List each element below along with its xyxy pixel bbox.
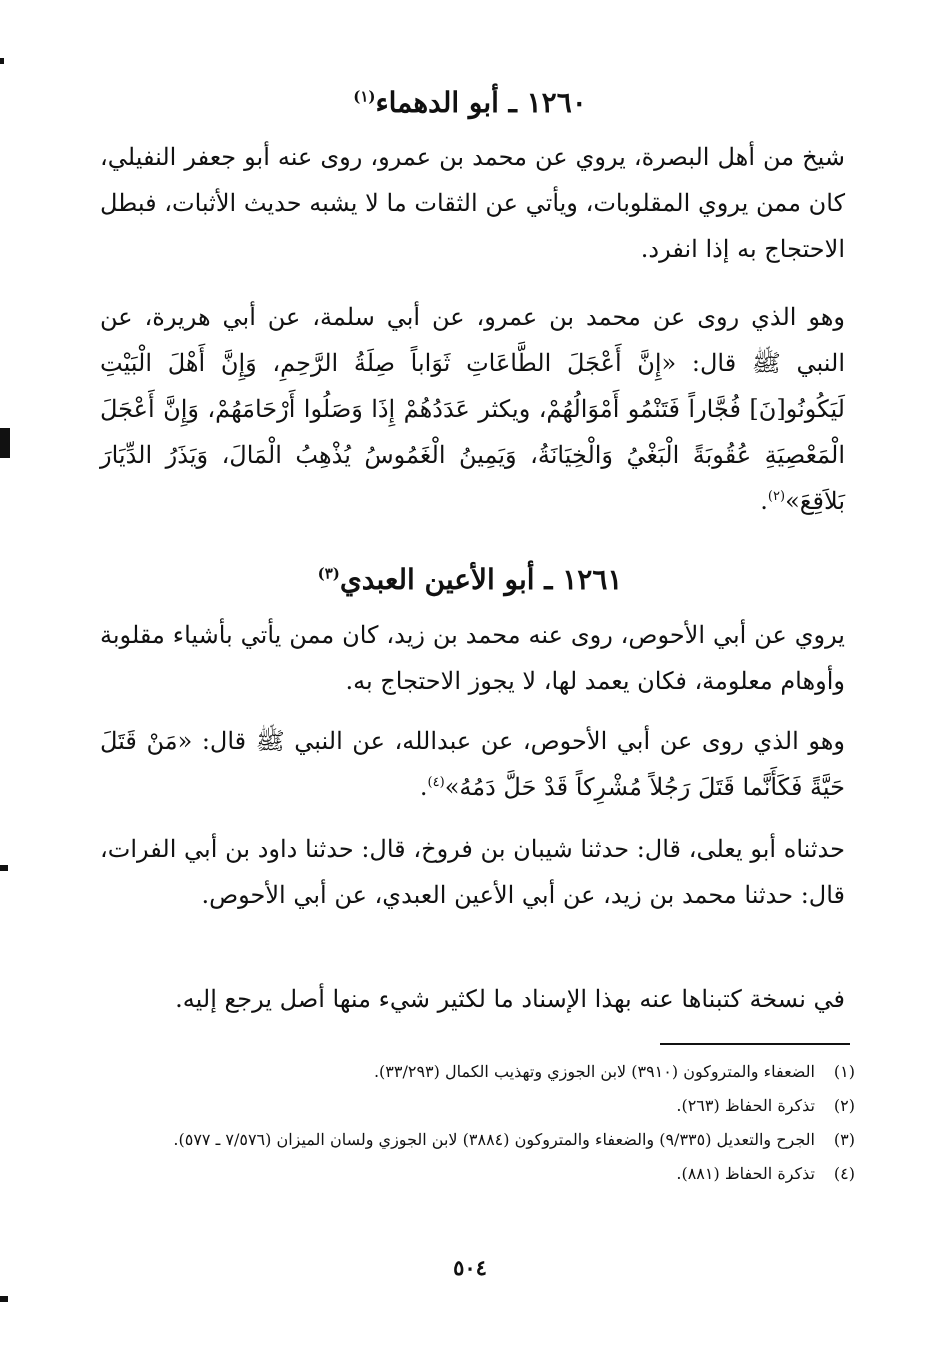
footnotes-list — [100, 1055, 855, 1191]
entry-title: ١٢٦١ ـ أبو الأعين العبدي — [339, 563, 623, 596]
entry-1261-description: يروي عن أبي الأحوص، روى عنه محمد بن زيد، كان ممن يأتي بأشياء مقلوبة وأوهام معلومة، فكان يعمد لها، لا يجوز الاحتجاج به. — [100, 621, 845, 695]
scan-edge-mark — [0, 58, 4, 64]
footnote-item — [100, 1157, 855, 1191]
page-number: ٥٠٤ — [453, 1255, 487, 1280]
entry-1261-note: في نسخة كتبناها عنه بهذا الإسناد ما لكثير شيء منها أصل يرجع إليه. — [175, 985, 845, 1013]
footnote-marker: (٤) — [427, 775, 445, 790]
footnote-separator — [660, 1043, 850, 1045]
sentence-end: . — [760, 487, 768, 515]
entry-1260-hadith — [100, 294, 845, 524]
scan-edge-mark — [0, 1296, 8, 1302]
footnote-number: (٤) — [833, 1164, 855, 1183]
footnote-item — [100, 1089, 855, 1123]
footnote-text: الضعفاء والمتروكون (٣٩١٠) لابن الجوزي وتهذيب الكمال (٣٣/٢٩٣). — [373, 1062, 815, 1081]
hadith-text: وهو الذي روى عن محمد بن عمرو، عن أبي سلمة، عن أبي هريرة، عن النبي ﷺ قال: «إِنَّ أَعْجَلَ الطَّاعَاتِ ثَوَاباً صِلَةُ الرَّحِمِ، وَإِنَّ أَهْلَ الْبَيْتِ لَيَكُونُو[نَ] فُجَّاراً فَتَنْمُو أَمْوَالُهُمْ، ويكثر عَدَدُهُمْ إِذَا وَصَلُوا أَرْحَامَهُمْ، وَإِنَّ أَعْجَلَ الْمَعْصِيَةِ عُقُوبَةً الْبَغْيُ وَالْخِيَانَةُ، وَيَمِينُ الْغَمُوسُ يُذْهِبُ الْمَالَ، وَيَذَرُ الدِّيَارَ بَلاَقِعَ» — [100, 303, 846, 515]
footnote-number: (٢) — [833, 1096, 855, 1115]
sentence-end: . — [419, 773, 428, 801]
entry-1261-hadith — [100, 718, 845, 810]
footnote-number: (٣) — [833, 1130, 855, 1149]
entry-1260-description: شيخ من أهل البصرة، يروي عن محمد بن عمرو، روى عنه أبو جعفر النفيلي، كان ممن يروي المقلوبات، ويأتي عن الثقات ما لا يشبه حديث الأثبات، فبطل الاحتجاج به إذا انفرد. — [100, 143, 845, 263]
footnote-number: (١) — [833, 1062, 855, 1081]
footnote-item — [100, 1055, 855, 1089]
scan-edge-mark — [0, 865, 8, 871]
footnote-item — [100, 1123, 855, 1157]
entry-heading-1261 — [100, 560, 840, 600]
footnote-text: الجرح والتعديل (٩/٣٣٥) والضعفاء والمتروكون (٣٨٨٤) لابن الجوزي ولسان الميزان (٧/٥٧٦ ـ ٥٧٧). — [173, 1130, 815, 1149]
footnote-text: تذكرة الحفاظ (٢٦٣). — [676, 1096, 815, 1115]
footnote-marker: (٣) — [317, 564, 340, 583]
footnote-marker: (٢) — [767, 489, 786, 504]
footnote-marker: (١) — [353, 87, 376, 106]
scan-edge-mark — [0, 428, 10, 458]
entry-1261-isnad: حدثناه أبو يعلى، قال: حدثنا شيبان بن فروخ، قال: حدثنا داود بن أبي الفرات، قال: حدثنا محمد بن زيد، عن أبي الأعين العبدي، عن أبي الأحوص. — [100, 835, 845, 909]
entry-title: ١٢٦٠ ـ أبو الدهماء — [375, 86, 587, 119]
hadith-text: وهو الذي روى عن أبي الأحوص، عن عبدالله، عن النبي ﷺ قال: «مَنْ قَتَلَ حَيَّةً فَكَأَنَّما قَتَلَ رَجُلاً مُشْرِكاً قَدْ حَلَّ دَمُهُ» — [100, 727, 845, 801]
entry-heading-1260 — [100, 83, 840, 123]
footnote-text: تذكرة الحفاظ (٨٨١). — [676, 1164, 815, 1183]
